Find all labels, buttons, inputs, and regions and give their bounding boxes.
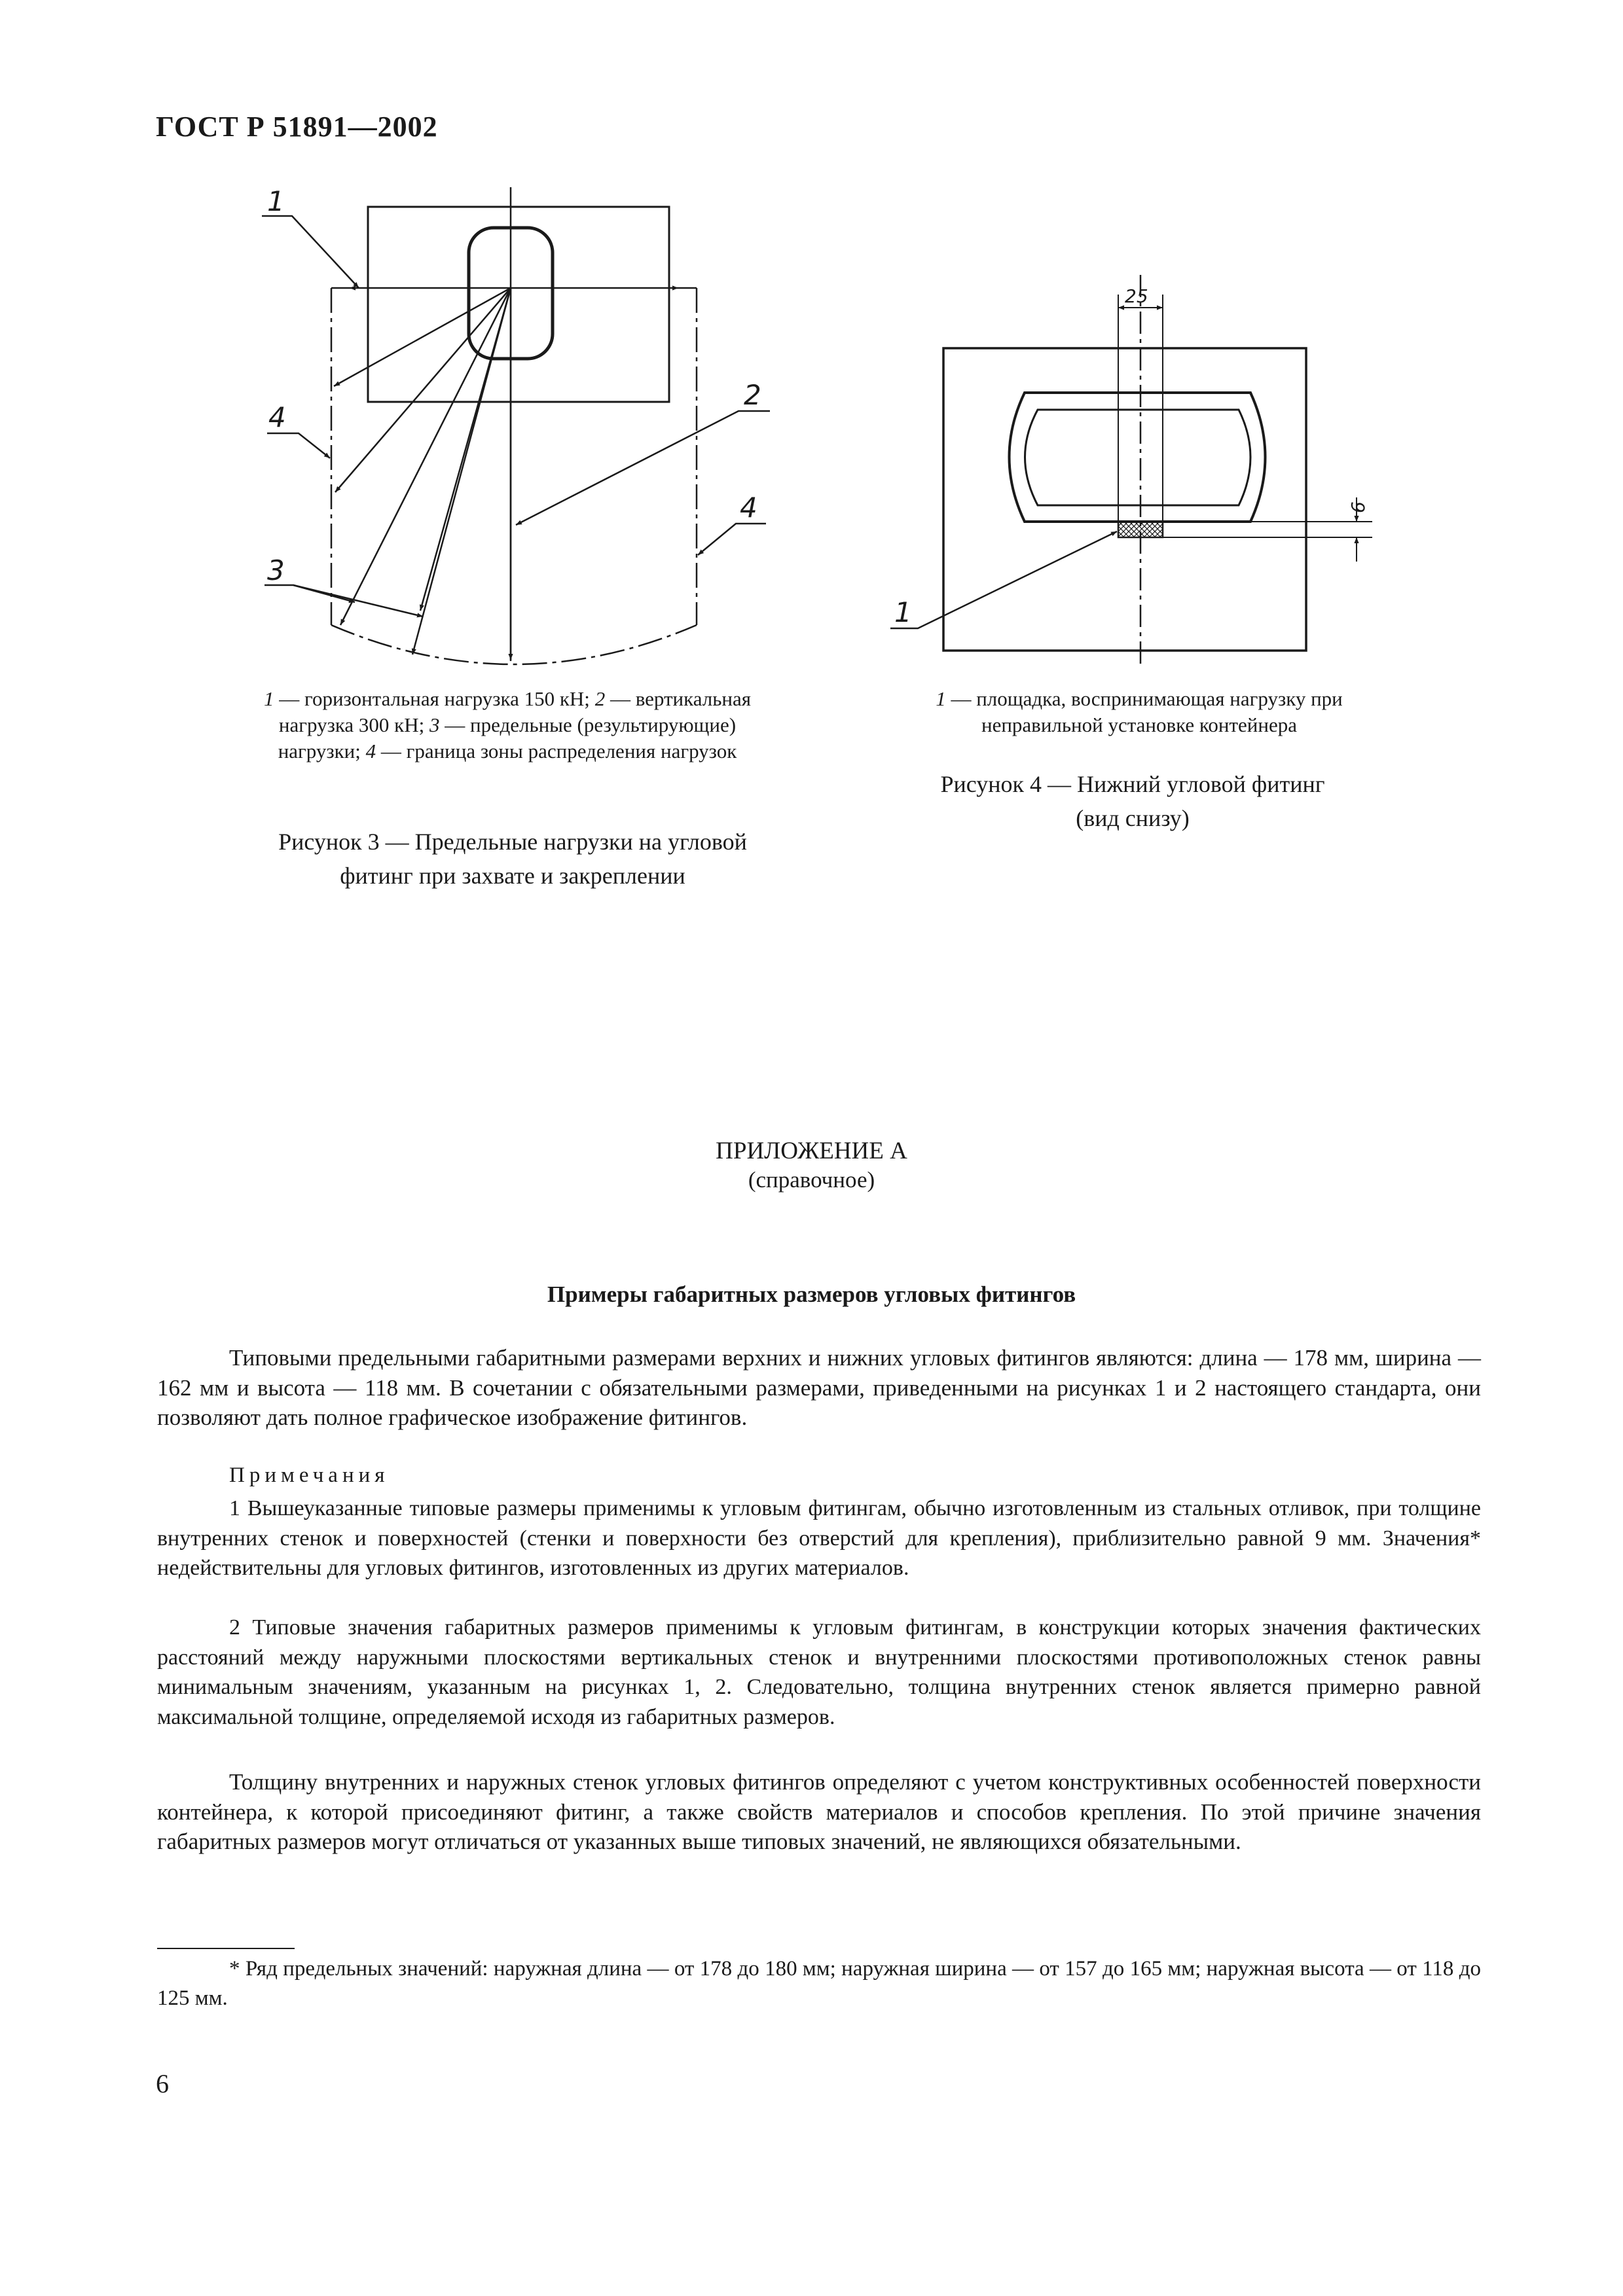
callout-2-leader (516, 411, 770, 525)
figures-drawing (0, 0, 1623, 720)
callout-1-label: 1 (267, 185, 285, 217)
fig3-item1-text: — горизонтальная нагрузка 150 кН; (274, 687, 595, 710)
dim-25-label: 25 (1125, 285, 1148, 307)
resultant-loads (334, 288, 511, 655)
fig3-item3-num: 3 (429, 713, 440, 736)
fig3-item4-text: — граница зоны распределения нагрузок (376, 740, 737, 762)
callout-3-leader-a (264, 585, 355, 602)
figure4-title-line2: (вид снизу) (1076, 805, 1190, 831)
note-1-text: 1 Вышеуказанные типовые размеры применимы к угловым фитингам, обычно изготовленным из стальных отливок, при толщине внутренних стенок и поверхностей (стенки и поверхности без отверстий для крепления), приблизительно равной 9 мм. Значения* недействительны для угловых фитингов, изготовленных из других материалов. (157, 1496, 1481, 1581)
fitting-outline (368, 207, 669, 402)
document-code-header: ГОСТ Р 51891—2002 (156, 111, 438, 143)
figure3-drawing (262, 187, 770, 664)
footnote-separator (157, 1948, 295, 1949)
aperture-outer (1010, 393, 1266, 522)
dim-6-label: 6 (1347, 501, 1369, 513)
fig4-callout-1-label: 1 (894, 596, 912, 628)
figure4-caption (897, 686, 1381, 738)
figure4-drawing (890, 275, 1372, 664)
fig3-item3-text: — предельные (результирующие) нагрузки; (278, 713, 737, 762)
callout-4-right-leader (698, 524, 766, 555)
appendix-title: Примеры габаритных размеров угловых фитингов (547, 1282, 1076, 1307)
zone-boundary-bottom (331, 625, 697, 664)
callout-4-right-label: 4 (740, 492, 757, 524)
fig3-item1-num: 1 (264, 687, 274, 710)
figure3-caption (249, 686, 766, 764)
page-number: 6 (156, 2069, 169, 2098)
appendix-label: ПРИЛОЖЕНИЕ А (716, 1138, 907, 1164)
note-2-text: 2 Типовые значения габаритных размеров применимы к угловым фитингам, в конструкции которых значения фактических расстояний между наружными плоскостями вертикальных стенок и внутренними плоскостями противоположных стенок равны минимальным значениям, указанным на рисунках 1, 2. Следовательно, толщина внутренних стенок является примерно равной максимальной толщине, определяемой исходя из габаритных размеров. (157, 1615, 1481, 1729)
appendix-note: (справочное) (748, 1167, 875, 1193)
note-1-paragraph (157, 1494, 1481, 1583)
figure3-callouts (267, 185, 761, 586)
note-2-paragraph (157, 1613, 1481, 1732)
figure4-labels (894, 285, 1369, 628)
callout-4-left-label: 4 (268, 401, 286, 433)
fig4-callout-1-leader (890, 531, 1117, 628)
fig4-item1-num: 1 (936, 687, 946, 710)
footnote (157, 1954, 1481, 2013)
callout-1-leader (262, 216, 359, 288)
fig3-item2-text: — вертикальная нагрузка 300 кН; (278, 687, 751, 736)
intro-text: Типовыми предельными габаритными размерами верхних и нижних угловых фитингов являются: длина — 178 мм, ширина — 162 мм и высота — 118 мм. В сочетании с обязательными размерами, приведенными на рисунках 1 и 2 настоящего стандарта, они позволяют дать полное графическое изображение фитингов. (157, 1345, 1481, 1431)
callout-2-label: 2 (744, 379, 761, 411)
figure4-title (851, 767, 1414, 835)
closing-text: Толщину внутренних и наружных стенок угловых фитингов определяют с учетом конструктивных особенностей поверхности контейнера, к которой присоединяют фитинг, а также свойств материалов и способов крепления. По этой причине значения габаритных размеров могут отличаться от указанных выше типовых значений, не являющихся обязательными. (157, 1769, 1481, 1855)
intro-paragraph (157, 1343, 1481, 1433)
notes-heading: Примечания (229, 1463, 390, 1487)
figure3-title: Рисунок 3 — Предельные нагрузки на угловой фитинг при захвате и закреплении (278, 829, 747, 889)
closing-paragraph (157, 1767, 1481, 1857)
fig3-item2-num: 2 (594, 687, 606, 710)
footnote-text: * Ряд предельных значений: наружная длина — от 178 до 180 мм; наружная ширина — от 157 до 165 мм; наружная высота — от 118 до 125 мм. (157, 1957, 1481, 2010)
callout-4-left-leader (267, 433, 330, 458)
figure4-title-line1: Рисунок 4 — Нижний угловой фитинг (940, 771, 1325, 797)
fig3-item4-num: 4 (365, 740, 376, 762)
aperture-inner (1025, 410, 1251, 505)
callout-3-label: 3 (267, 554, 285, 586)
fig4-item1-text: — площадка, воспринимающая нагрузку при неправильной установке контейнера (945, 687, 1343, 736)
